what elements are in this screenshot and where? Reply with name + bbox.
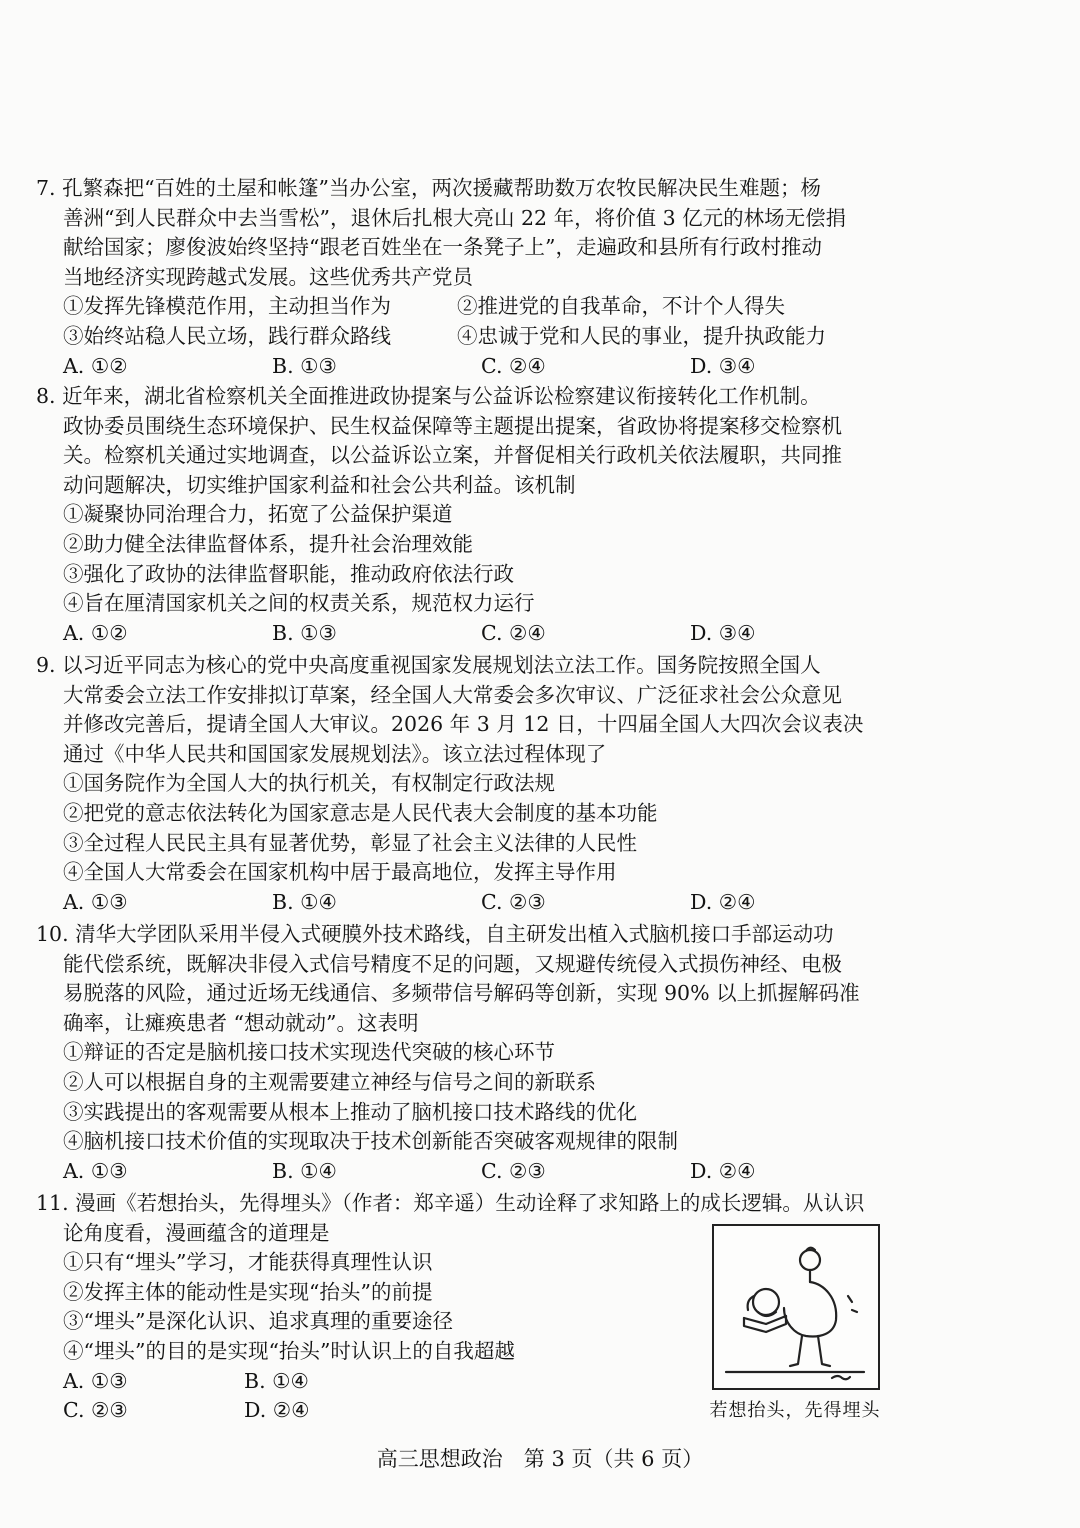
question-10-option-1: ①辩证的否定是脑机接口技术实现迭代突破的核心环节 bbox=[63, 1040, 555, 1065]
cartoon-drawing bbox=[714, 1226, 877, 1387]
question-10-option-2: ②人可以根据自身的主观需要建立神经与信号之间的新联系 bbox=[63, 1069, 596, 1094]
question-7-stem-line-1: 7. 孔繁森把“百姓的土屋和帐篷”当办公室，两次援藏帮助数万农牧民解决民生难题；杨 bbox=[36, 176, 822, 200]
question-9-choice-a: A. ①③ bbox=[63, 889, 128, 914]
question-7-options-row-1 bbox=[36, 292, 1046, 322]
question-10-stem-line-2: 能代偿系统，既解决非侵入式信号精度不足的问题，又规避传统侵入式损伤神经、电极 bbox=[63, 951, 842, 976]
question-8-option-4: ④旨在厘清国家机关之间的权责关系，规范权力运行 bbox=[63, 591, 535, 616]
question-9-choices bbox=[36, 888, 1046, 918]
question-9-choice-b: B. ①④ bbox=[272, 889, 337, 914]
question-10-choices bbox=[36, 1157, 1046, 1187]
question-10-option-4: ④脑机接口技术价值的实现取决于技术创新能否突破客观规律的限制 bbox=[63, 1129, 678, 1154]
question-11-stem-line-1: 11. 漫画《若想抬头，先得埋头》（作者：郑辛遥）生动诠释了求知路上的成长逻辑。从认识 bbox=[36, 1191, 865, 1215]
question-8-option-2: ②助力健全法律监督体系，提升社会治理效能 bbox=[63, 531, 473, 556]
question-7-choice-a: A. ①② bbox=[63, 353, 128, 378]
question-10-stem-line-4: 确率，让瘫痪患者 “想动就动”。这表明 bbox=[63, 1010, 419, 1035]
question-9-option-2: ②把党的意志依法转化为国家意志是人民代表大会制度的基本功能 bbox=[63, 800, 658, 825]
question-10-stem-line-1: 10. 清华大学团队采用半侵入式硬膜外技术路线，自主研发出植入式脑机接口手部运动功 bbox=[36, 922, 834, 946]
question-7-stem-line-3: 献给国家；廖俊波始终坚持“跟老百姓坐在一条凳子上”，走遍政和县所有行政村推动 bbox=[63, 235, 822, 260]
question-7-choice-d: D. ③④ bbox=[690, 353, 756, 378]
question-11-choice-c: C. ②③ bbox=[63, 1398, 128, 1423]
question-10-choice-d: D. ②④ bbox=[690, 1158, 756, 1183]
cartoon-illustration bbox=[712, 1224, 880, 1390]
question-11-choices-row-1 bbox=[36, 1367, 1046, 1397]
question-8-choice-b: B. ①③ bbox=[272, 620, 337, 645]
question-9-stem-line-2: 大常委会立法工作安排拟订草案，经全国人大常委会多次审议、广泛征求社会公众意见 bbox=[63, 682, 842, 707]
question-8 bbox=[36, 382, 1046, 648]
question-10-option-3: ③实践提出的客观需要从根本上推动了脑机接口技术路线的优化 bbox=[63, 1099, 637, 1124]
question-10-stem-line-3: 易脱落的风险，通过近场无线通信、多频带信号解码等创新，实现 90% 以上抓握解码准 bbox=[63, 981, 860, 1006]
question-7-option-1: ①发挥先锋模范作用，主动担当作为 bbox=[63, 294, 391, 319]
question-9-choice-d: D. ②④ bbox=[690, 889, 756, 914]
question-8-stem-line-4: 动问题解决，切实维护国家利益和社会公共利益。该机制 bbox=[63, 472, 576, 497]
cartoon-caption: 若想抬头，先得埋头 bbox=[709, 1400, 881, 1421]
question-7-option-3: ③始终站稳人民立场，践行群众路线 bbox=[63, 323, 391, 348]
question-8-stem-line-3: 关。检察机关通过实地调查，以公益诉讼立案，并督促相关行政机关依法履职，共同推 bbox=[63, 443, 842, 468]
question-7-stem-line-4: 当地经济实现跨越式发展。这些优秀共产党员 bbox=[63, 264, 473, 289]
question-8-option-3: ③强化了政协的法律监督职能，推动政府依法行政 bbox=[63, 561, 514, 586]
question-8-choice-c: C. ②④ bbox=[481, 620, 546, 645]
question-11-option-3: ③“埋头”是深化认识、追求真理的重要途径 bbox=[63, 1309, 453, 1334]
question-11-option-4: ④“埋头”的目的是实现“抬头”时认识上的自我超越 bbox=[63, 1338, 515, 1363]
question-8-option-1: ①凝聚协同治理合力，拓宽了公益保护渠道 bbox=[63, 502, 453, 527]
question-7-option-4: ④忠诚于党和人民的事业，提升执政能力 bbox=[457, 323, 826, 348]
question-7-option-2: ②推进党的自我革命，不计个人得失 bbox=[457, 294, 785, 319]
question-11-stem-line-2: 论角度看，漫画蕴含的道理是 bbox=[63, 1220, 330, 1245]
question-11-choice-a: A. ①③ bbox=[63, 1368, 128, 1393]
question-8-choice-a: A. ①② bbox=[63, 620, 128, 645]
question-10 bbox=[36, 920, 1046, 1186]
question-9-stem-line-4: 通过《中华人民共和国国家发展规划法》。该立法过程体现了 bbox=[63, 741, 607, 766]
question-10-choice-c: C. ②③ bbox=[481, 1158, 546, 1183]
question-8-choice-d: D. ③④ bbox=[690, 620, 756, 645]
page-footer: 高三思想政治 第 3 页（共 6 页） bbox=[376, 1447, 704, 1471]
question-9 bbox=[36, 651, 1046, 917]
question-7-choice-c: C. ②④ bbox=[481, 353, 546, 378]
question-9-option-4: ④全国人大常委会在国家机构中居于最高地位，发挥主导作用 bbox=[63, 860, 617, 885]
question-9-choice-c: C. ②③ bbox=[481, 889, 546, 914]
question-11-option-2: ②发挥主体的能动性是实现“抬头”的前提 bbox=[63, 1279, 433, 1304]
question-9-stem-line-3: 并修改完善后，提请全国人大审议。2026 年 3 月 12 日，十四届全国人大四次会议表决 bbox=[63, 712, 864, 737]
question-8-stem-line-1: 8. 近年来，湖北省检察机关全面推进政协提案与公益诉讼检察建议衔接转化工作机制。 bbox=[36, 384, 821, 408]
question-7-stem-line-2: 善洲“到人民群众中去当雪松”，退休后扎根大亮山 22 年，将价值 3 亿元的林场无偿捐 bbox=[63, 205, 847, 230]
question-11-option-1: ①只有“埋头”学习，才能获得真理性认识 bbox=[63, 1250, 433, 1275]
question-11-choice-d: D. ②④ bbox=[244, 1398, 310, 1423]
question-9-stem-line-1: 9. 以习近平同志为核心的党中央高度重视国家发展规划法立法工作。国务院按照全国人 bbox=[36, 653, 821, 677]
question-10-choice-a: A. ①③ bbox=[63, 1158, 128, 1183]
question-8-stem-line-2: 政协委员围绕生态环境保护、民生权益保障等主题提出提案，省政协将提案移交检察机 bbox=[63, 413, 842, 438]
question-11 bbox=[36, 1189, 1046, 1426]
question-11-choices-row-2 bbox=[36, 1396, 1046, 1426]
question-10-choice-b: B. ①④ bbox=[272, 1158, 337, 1183]
question-7-choice-b: B. ①③ bbox=[272, 353, 337, 378]
question-7-options-row-2 bbox=[36, 322, 1046, 352]
question-11-choice-b: B. ①④ bbox=[244, 1368, 309, 1393]
question-9-option-3: ③全过程人民民主具有显著优势，彰显了社会主义法律的人民性 bbox=[63, 830, 637, 855]
question-7-choices bbox=[36, 352, 1046, 382]
question-7 bbox=[36, 174, 1046, 381]
question-8-choices bbox=[36, 619, 1046, 649]
question-9-option-1: ①国务院作为全国人大的执行机关，有权制定行政法规 bbox=[63, 771, 555, 796]
